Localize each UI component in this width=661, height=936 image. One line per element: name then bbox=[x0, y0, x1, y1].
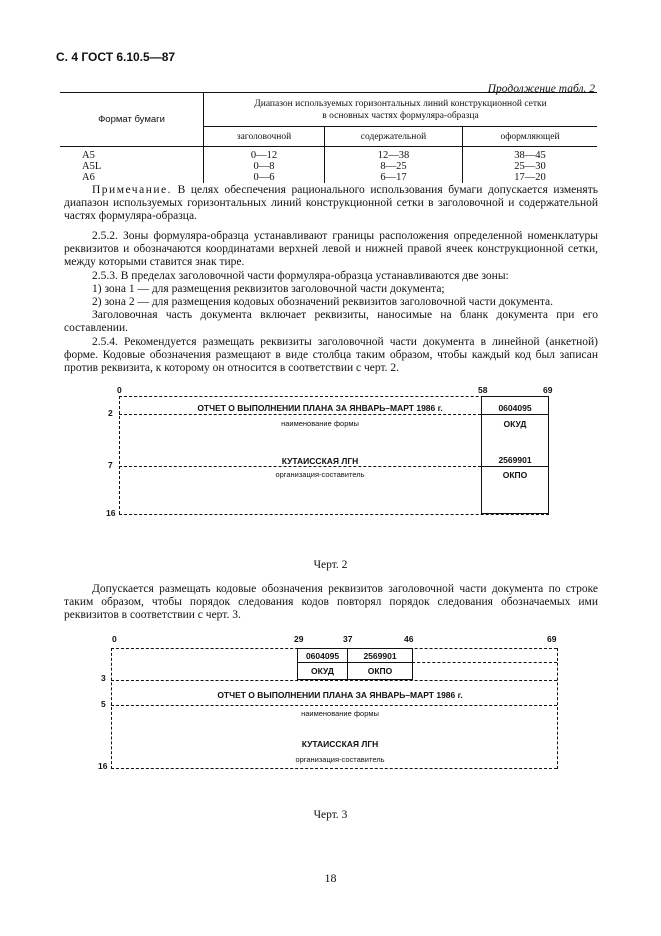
grid-number: 7 bbox=[108, 460, 113, 470]
grid-line bbox=[111, 680, 557, 681]
grid-number: 46 bbox=[404, 634, 414, 644]
range-header-line: в основных частях формуляра-образца bbox=[322, 110, 479, 121]
form-title: ОТЧЕТ О ВЫПОЛНЕНИИ ПЛАНА ЗА ЯНВАРЬ–МАРТ 1986 г. bbox=[197, 403, 443, 413]
grid-line bbox=[412, 662, 557, 663]
paragraph: 2.5.2. Зоны формуляра-образца устанавливают границы расположения определенной номенклатуры реквизитов и обозначаются координатами верхней левой и нижней правой ячеек конструкционной сетки, между которыми ставится знак тире. bbox=[64, 230, 598, 269]
grid-number: 3 bbox=[101, 673, 106, 683]
okud-code: 0604095 bbox=[305, 651, 340, 661]
okud-label: ОКУД bbox=[503, 419, 527, 429]
okpo-code: 2569901 bbox=[363, 651, 397, 661]
organization-caption: организация-составитель bbox=[295, 755, 385, 764]
page-number: 18 bbox=[324, 871, 337, 885]
grid-number: 2 bbox=[108, 408, 113, 418]
grid-number: 0 bbox=[117, 385, 122, 395]
grid-line bbox=[119, 466, 481, 467]
sub-header: оформляющей bbox=[463, 127, 598, 147]
note-label: Примечание. bbox=[92, 184, 172, 196]
grid-number: 69 bbox=[543, 385, 553, 395]
grid-number: 16 bbox=[106, 508, 116, 518]
grid-number: 37 bbox=[343, 634, 353, 644]
range-header bbox=[204, 93, 598, 127]
grid-number: 58 bbox=[478, 385, 488, 395]
table-row: A5 0—12 12—38 38—45 bbox=[60, 147, 597, 162]
code-column-border bbox=[481, 513, 549, 514]
paper-format-table bbox=[60, 92, 597, 183]
form-title-caption: наименование формы bbox=[301, 709, 379, 718]
table-note bbox=[64, 184, 598, 224]
frame-left bbox=[111, 648, 112, 769]
okpo-code: 2569901 bbox=[498, 455, 532, 465]
sub-header: заголовочной bbox=[204, 127, 325, 147]
grid-number: 69 bbox=[547, 634, 557, 644]
paragraph: 1) зона 1 — для размещения реквизитов заголовочной части документа; bbox=[92, 282, 445, 295]
paragraph: Заголовочная часть документа включает реквизиты, наносимые на бланк документа при его составлении. bbox=[64, 309, 598, 335]
code-cell-border bbox=[481, 466, 549, 467]
grid-number: 16 bbox=[98, 761, 108, 771]
figure-2-caption: Черт. 2 bbox=[313, 559, 348, 571]
grid-number: 0 bbox=[112, 634, 117, 644]
figure-3-caption: Черт. 3 bbox=[313, 809, 348, 821]
grid-line bbox=[111, 705, 557, 706]
table-continuation: Продолжение табл. 2 bbox=[487, 83, 595, 95]
code-cell-border bbox=[297, 679, 412, 680]
code-cell-border bbox=[297, 648, 412, 649]
code-column-border bbox=[481, 396, 549, 397]
paragraph: Допускается размещать кодовые обозначения реквизитов заголовочной части документа по строке таким образом, чтобы порядок следования кодов повторял порядок следования обозначаемых ими реквизитов в соответствии с черт. 3. bbox=[64, 583, 598, 622]
format-header: Формат бумаги bbox=[60, 93, 204, 147]
okpo-label: ОКПО bbox=[367, 666, 393, 676]
organization-caption: организация-составитель bbox=[275, 470, 365, 479]
sub-header: содержательной bbox=[325, 127, 463, 147]
page-header: С. 4 ГОСТ 6.10.5—87 bbox=[56, 50, 176, 64]
note-text: В целях обеспечения рационального использования бумаги допускается изменять диапазон используемых горизонтальных линий конструкционной сетки в заголовочной и содержательной частях формуляра-образца. bbox=[64, 184, 598, 223]
body-text bbox=[64, 230, 598, 375]
body-text bbox=[64, 583, 598, 623]
okpo-label: ОКПО bbox=[502, 470, 528, 480]
form-title: ОТЧЕТ О ВЫПОЛНЕНИИ ПЛАНА ЗА ЯНВАРЬ–МАРТ 1986 г. bbox=[217, 690, 463, 700]
code-cell-border bbox=[412, 648, 413, 680]
frame-bottom bbox=[111, 768, 557, 769]
paragraph: 2.5.4. Рекомендуется размещать реквизиты заголовочной части документа в линейной (анкетной) форме. Кодовые обозначения размещают в виде столбца таким образом, чтобы каждый код был записан против реквизита, к которому он относится в соответствии с черт. 2. bbox=[64, 335, 598, 375]
table-row: A6 0—6 6—17 17—20 bbox=[60, 172, 597, 183]
paragraph: 2) зона 2 — для размещения кодовых обозначений реквизитов заголовочной части документа. bbox=[92, 296, 554, 309]
code-cell-border bbox=[481, 414, 549, 415]
frame-right bbox=[557, 648, 558, 769]
grid-number: 29 bbox=[294, 634, 304, 644]
grid-number: 5 bbox=[101, 699, 106, 709]
organization-name: КУТАИССКАЯ ЛГН bbox=[281, 456, 359, 466]
frame-bottom bbox=[119, 514, 549, 515]
table-row: A5L 0—8 8—25 25—30 bbox=[60, 161, 597, 172]
organization-name: КУТАИССКАЯ ЛГН bbox=[301, 739, 379, 749]
paragraph: 2.5.3. В пределах заголовочной части формуляра-образца устанавливаются две зоны: bbox=[92, 269, 509, 282]
form-title-caption: наименование формы bbox=[281, 419, 359, 428]
code-cell-border bbox=[297, 662, 412, 663]
okud-label: ОКУД bbox=[311, 666, 334, 676]
okud-code: 0604095 bbox=[498, 403, 532, 413]
grid-line bbox=[119, 414, 481, 415]
range-header-line: Диапазон используемых горизонтальных линий конструкционной сетки bbox=[254, 98, 547, 109]
